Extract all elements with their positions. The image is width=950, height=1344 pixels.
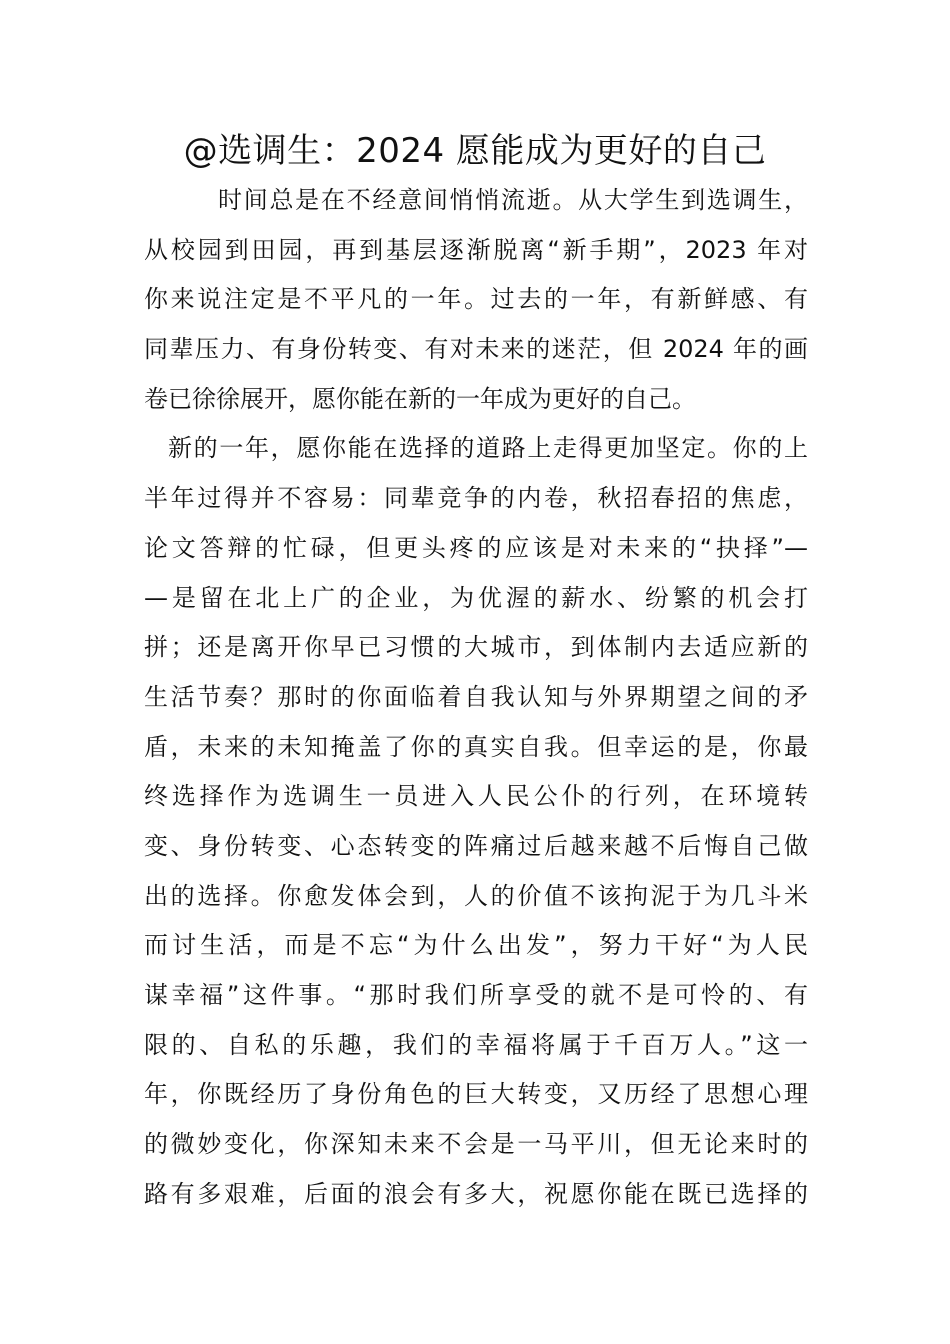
document-title: @选调生：2024 愿能成为更好的自己 xyxy=(183,131,767,171)
paragraph-line: 你来说注定是不平凡的一年。过去的一年，有新鲜感、有 xyxy=(144,285,808,314)
paragraph-line: 而讨生活，而是不忘“为什么出发”，努力干好“为人民 xyxy=(144,931,808,960)
paragraph-line: 新的一年，愿你能在选择的道路上走得更加坚定。你的上 xyxy=(168,434,808,463)
paragraph-line: 出的选择。你愈发体会到，人的价值不该拘泥于为几斗米 xyxy=(144,881,808,910)
paragraph-line: 盾，未来的未知掩盖了你的真实自我。但幸运的是，你最 xyxy=(144,732,808,761)
paragraph-line: 生活节奏？那时的你面临着自我认知与外界期望之间的矛 xyxy=(144,682,808,711)
paragraph-line: 谋幸福”这件事。“那时我们所享受的就不是可怜的、有 xyxy=(144,981,808,1009)
paragraph-line: 卷已徐徐展开，愿你能在新的一年成为更好的自己。 xyxy=(144,384,696,413)
paragraph-1 xyxy=(144,176,808,424)
paragraph-line: —是留在北上广的企业，为优渥的薪水、纷繁的机会打 xyxy=(144,583,808,612)
paragraph-line: 的微妙变化，你深知未来不会是一马平川，但无论来时的 xyxy=(144,1130,808,1159)
paragraph-line: 限的、自私的乐趣，我们的幸福将属于千百万人。”这一 xyxy=(144,1030,808,1059)
paragraph-line: 拼；还是离开你早已习惯的大城市，到体制内去适应新的 xyxy=(144,633,808,662)
document-body xyxy=(144,176,808,1219)
paragraph-line: 从校园到田园，再到基层逐渐脱离“新手期”，2023 年对 xyxy=(144,235,808,264)
paragraph-line: 年，你既经历了身份角色的巨大转变，又历经了思想心理 xyxy=(144,1080,808,1109)
paragraph-line: 时间总是在不经意间悄悄流逝。从大学生到选调生， xyxy=(218,186,808,214)
paragraph-line: 同辈压力、有身份转变、有对未来的迷茫，但 2024 年的画 xyxy=(144,335,808,364)
paragraph-line: 终选择作为选调生一员进入人民公仆的行列，在环境转 xyxy=(144,782,808,811)
paragraph-line: 半年过得并不容易：同辈竞争的内卷，秋招春招的焦虑， xyxy=(144,484,808,513)
paragraph-2 xyxy=(144,424,808,1219)
paragraph-line: 路有多艰难，后面的浪会有多大，祝愿你能在既已选择的 xyxy=(144,1179,808,1208)
paragraph-line: 论文答辩的忙碌，但更头疼的应该是对未来的“抉择”— xyxy=(144,533,808,562)
paragraph-line: 变、身份转变、心态转变的阵痛过后越来越不后悔自己做 xyxy=(144,831,808,860)
